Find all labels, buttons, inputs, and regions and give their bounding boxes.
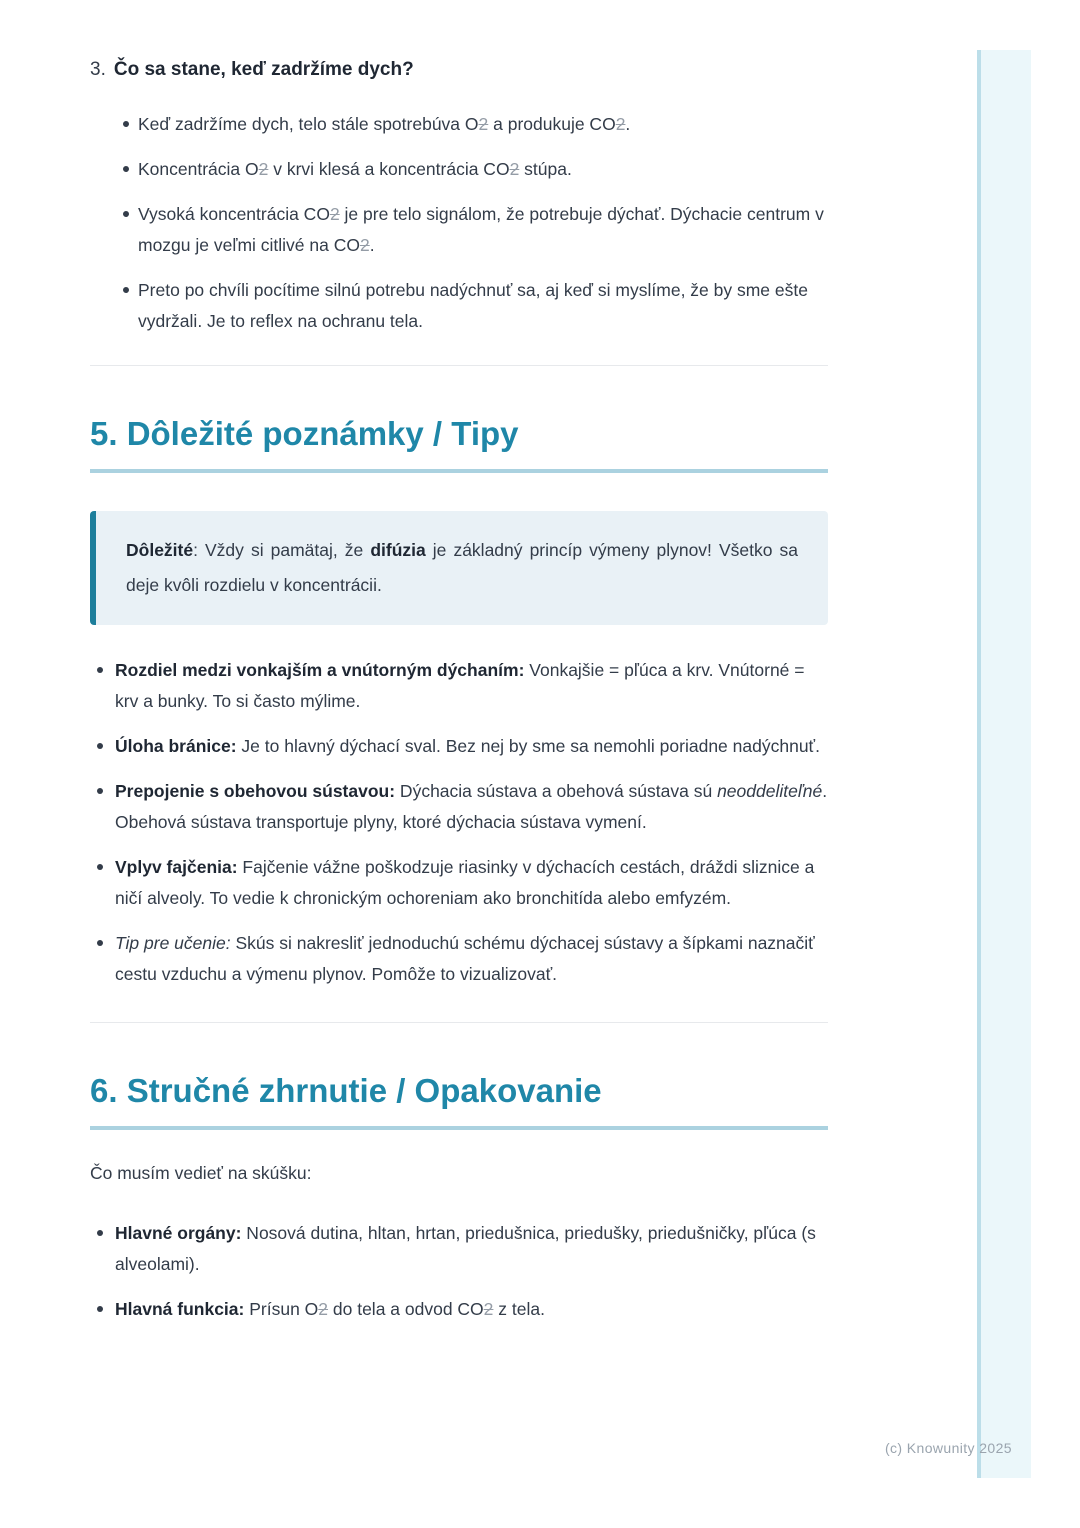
list-item <box>90 655 828 717</box>
copyright-footer: (c) Knowunity 2025 <box>884 1440 1012 1456</box>
list-item <box>90 731 828 762</box>
text-run: Fajčenie vážne poškodzuje riasinky v dýchacích cestách, dráždi sliznice a ničí alveoly. To vedie k chronickým ochoreniam ako bronchitída alebo emfyzém. <box>115 857 815 908</box>
list-item <box>90 199 828 261</box>
text-run: Úloha bránice: <box>115 736 237 756</box>
question-3-heading <box>90 57 828 83</box>
list-item <box>90 154 828 185</box>
text-run: Dôležité <box>126 540 194 560</box>
text-run: Hlavné orgány: <box>115 1223 242 1243</box>
text-run: je základný princíp výmeny plynov! Všetko sa deje kvôli rozdielu v koncentrácii. <box>126 540 798 595</box>
text-run: . <box>625 114 631 134</box>
list-item <box>90 928 828 990</box>
callout-text <box>126 533 798 603</box>
section-divider <box>90 365 828 366</box>
text-run: Rozdiel medzi vonkajším a vnútorným dýchaním: <box>115 660 525 680</box>
text-run: je pre telo signálom, že potrebuje dýchať. Dýchacie centrum v mozgu je veľmi citlivé na CO <box>138 204 824 255</box>
question-number: 3. <box>90 59 106 80</box>
text-run: Keď zadržíme dych, telo stále spotrebúva O <box>138 114 479 134</box>
list-item <box>90 109 828 140</box>
text-run: 2 <box>318 1299 329 1319</box>
text-run: Vonkajšie = pľúca a krv. Vnútorné = krv a bunky. To si často mýlime. <box>115 660 805 711</box>
text-run: Dýchacia sústava a obehová sústava sú <box>395 781 718 801</box>
text-run: stúpa. <box>519 159 572 179</box>
text-run: 2 <box>509 159 520 179</box>
section-5-title: 5. Dôležité poznámky / Tipy <box>90 413 828 473</box>
text-run: Hlavná funkcia: <box>115 1299 245 1319</box>
question-title: Čo sa stane, keď zadržíme dych? <box>113 59 414 80</box>
text-run: z tela. <box>493 1299 545 1319</box>
document-content <box>90 0 828 1339</box>
text-run: Skús si nakresliť jednoduchú schému dýchacej sústavy a šípkami naznačiť cestu vzduchu a výmenu plynov. Pomôže to vizualizovať. <box>115 933 815 984</box>
text-run: 2 <box>483 1299 494 1319</box>
summary-intro: Čo musím vedieť na skúšku: <box>90 1163 312 1183</box>
text-run: Prísun O <box>244 1299 319 1319</box>
section6-bullet-list <box>90 1218 828 1325</box>
list-item <box>90 776 828 838</box>
text-run: Vplyv fajčenia: <box>115 857 238 877</box>
text-run: Koncentrácia O <box>138 159 259 179</box>
section3-bullet-list <box>90 109 828 337</box>
section5-bullet-list <box>90 655 828 990</box>
text-run: 2 <box>359 235 370 255</box>
text-run: Preto po chvíli pocítime silnú potrebu nadýchnuť sa, aj keď si myslíme, že by sme ešte vydržali. Je to reflex na ochranu tela. <box>138 280 808 331</box>
list-item <box>90 852 828 914</box>
text-run: Je to hlavný dýchací sval. Bez nej by sme sa nemohli poriadne nadýchnuť. <box>236 736 820 756</box>
text-run: neoddeliteľné <box>717 781 823 801</box>
text-run: 2 <box>615 114 626 134</box>
text-run: . <box>369 235 375 255</box>
text-run: Prepojenie s obehovou sústavou: <box>115 781 396 801</box>
text-run: a produkuje CO <box>488 114 616 134</box>
section-6-title: 6. Stručné zhrnutie / Opakovanie <box>90 1070 828 1130</box>
text-run: 2 <box>478 114 489 134</box>
page-margin-highlight-bar <box>977 50 1031 1478</box>
text-run: Tip pre učenie: <box>115 933 231 953</box>
text-run: . Obehová sústava transportuje plyny, ktoré dýchacia sústava vymení. <box>115 781 828 832</box>
text-run: do tela a odvod CO <box>328 1299 484 1319</box>
text-run: difúzia <box>370 540 426 560</box>
text-run: 2 <box>329 204 340 224</box>
list-item <box>90 275 828 337</box>
text-run: : Vždy si pamätaj, že <box>193 540 371 560</box>
list-item <box>90 1294 828 1325</box>
section-divider <box>90 1022 828 1023</box>
text-run: v krvi klesá a koncentrácia CO <box>268 159 510 179</box>
text-run: Nosová dutina, hltan, hrtan, priedušnica, priedušky, priedušničky, pľúca (s alveolami). <box>115 1223 816 1274</box>
list-item <box>90 1218 828 1280</box>
text-run: 2 <box>258 159 269 179</box>
important-callout <box>90 511 828 625</box>
text-run: Vysoká koncentrácia CO <box>138 204 330 224</box>
